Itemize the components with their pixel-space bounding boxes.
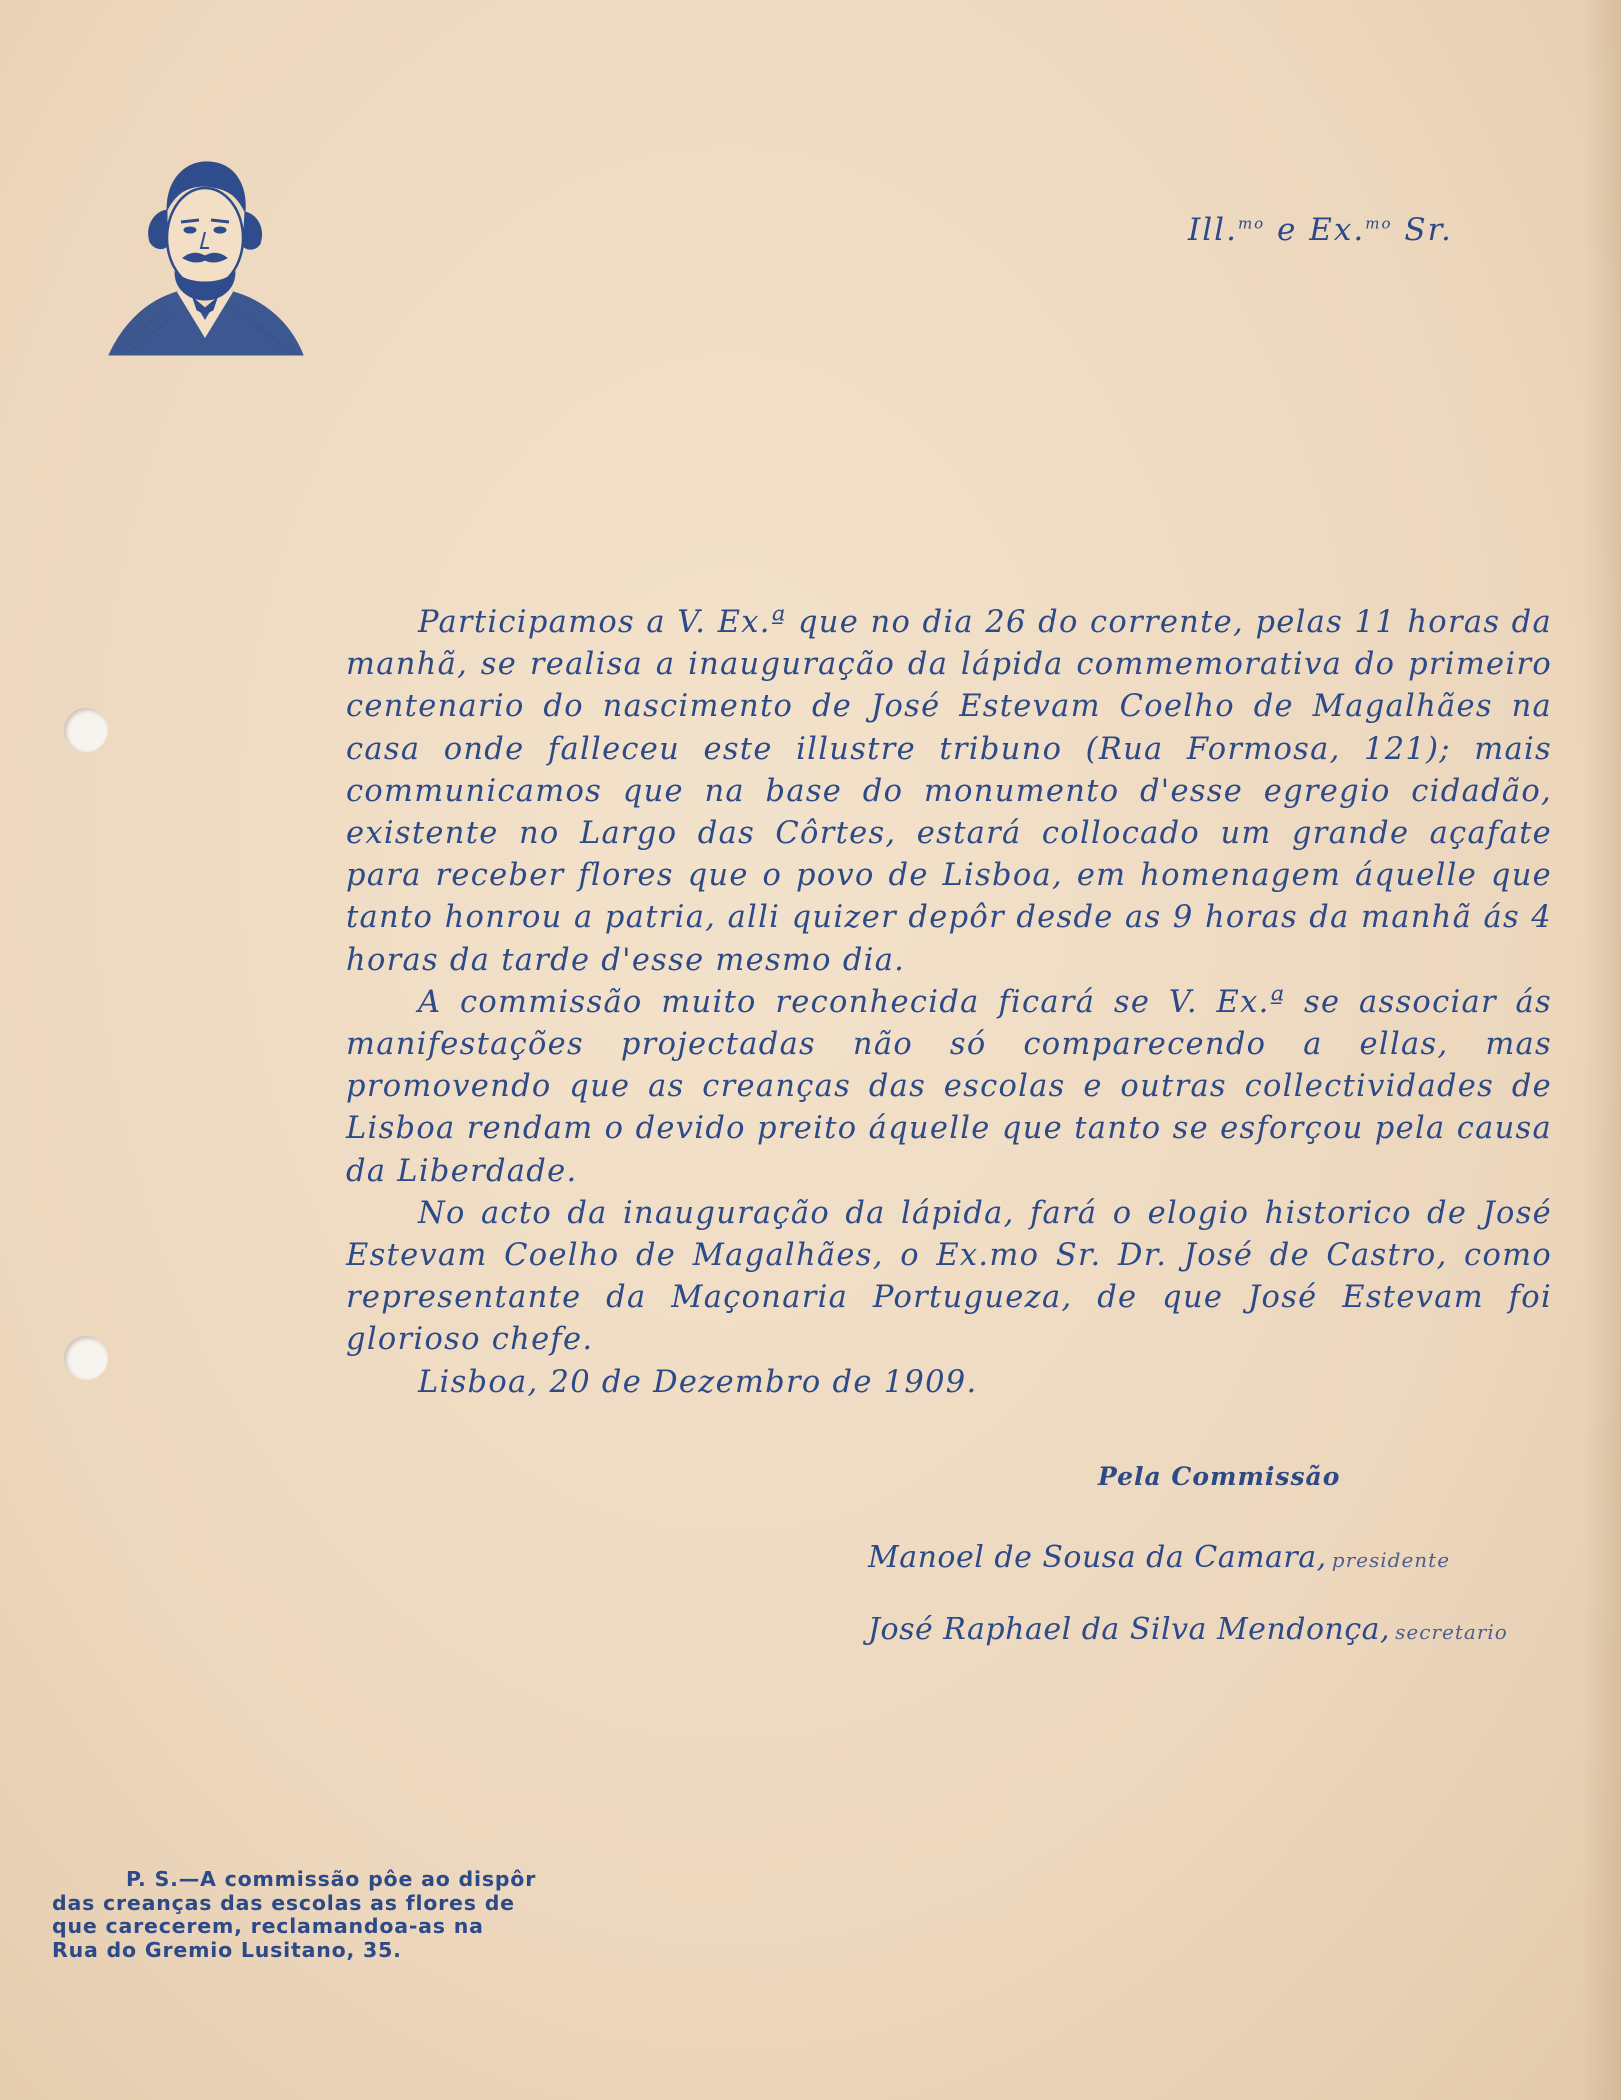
salutation: Ill.$^{mo}$ e Ex.$^{mo}$ Sr.	[1188, 212, 1453, 248]
body-paragraph: A commissão muito reconhecida ficará se V. Ex.ª se associar ás manifestações projectadas não só comparecendo a ellas, mas promovendo que as creanças das escolas e outras collectividades de Lisboa rendam o devido preito áquelle que tanto se esforçou pela causa da Liberdade.	[346, 984, 1552, 1189]
body-paragraph: No acto da inauguração da lápida, fará o elogio historico de José Estevam Coelho de Magalhães, o Ex.mo Sr. Dr. José de Castro, como representante da Maçonaria Portugueza, de que José Estevam foi glorioso chefe.	[346, 1195, 1552, 1358]
signatory-secretary	[868, 1612, 1508, 1647]
postscript	[52, 1868, 562, 1962]
signatory-name: José Raphael da Silva Mendonça,	[868, 1612, 1391, 1647]
signatory-role: secretario	[1395, 1620, 1508, 1644]
signature-heading: Pela Commissão	[1098, 1462, 1341, 1491]
date-line: Lisboa, 20 de Dezembro de 1909.	[418, 1364, 978, 1400]
letter-body	[346, 602, 1552, 1404]
postscript-line: que carecerem, reclamandoa-as na	[52, 1914, 484, 1938]
punch-hole	[64, 1336, 108, 1380]
body-paragraph: Participamos a V. Ex.ª que no dia 26 do corrente, pelas 11 horas da manhã, se realisa a inauguração da lápida commemorativa do primeiro centenario do nascimento de José Estevam Coelho de Magalhães na casa onde falleceu este illustre tribuno (Rua Formosa, 121); mais communicamos que na base do monumento d'esse egregio cidadão, existente no Largo das Côrtes, estará collocado um grande açafate para receber flores que o povo de Lisboa, em homenagem áquelle que tanto honrou a patria, alli quizer depôr desde as 9 horas da manhã ás 4 horas da tarde d'esse mesmo dia.	[346, 605, 1552, 978]
signatory-president	[868, 1540, 1450, 1575]
signatory-role: presidente	[1331, 1548, 1451, 1572]
postscript-line: Rua do Gremio Lusitano, 35.	[52, 1937, 402, 1962]
punch-hole	[64, 708, 108, 752]
postscript-line: das creanças das escolas as flores de	[52, 1890, 515, 1915]
portrait-engraving-icon	[105, 150, 305, 365]
signatory-name: Manoel de Sousa da Camara,	[868, 1540, 1327, 1575]
postscript-line: P. S.—A commissão pôe ao dispôr	[126, 1867, 537, 1891]
